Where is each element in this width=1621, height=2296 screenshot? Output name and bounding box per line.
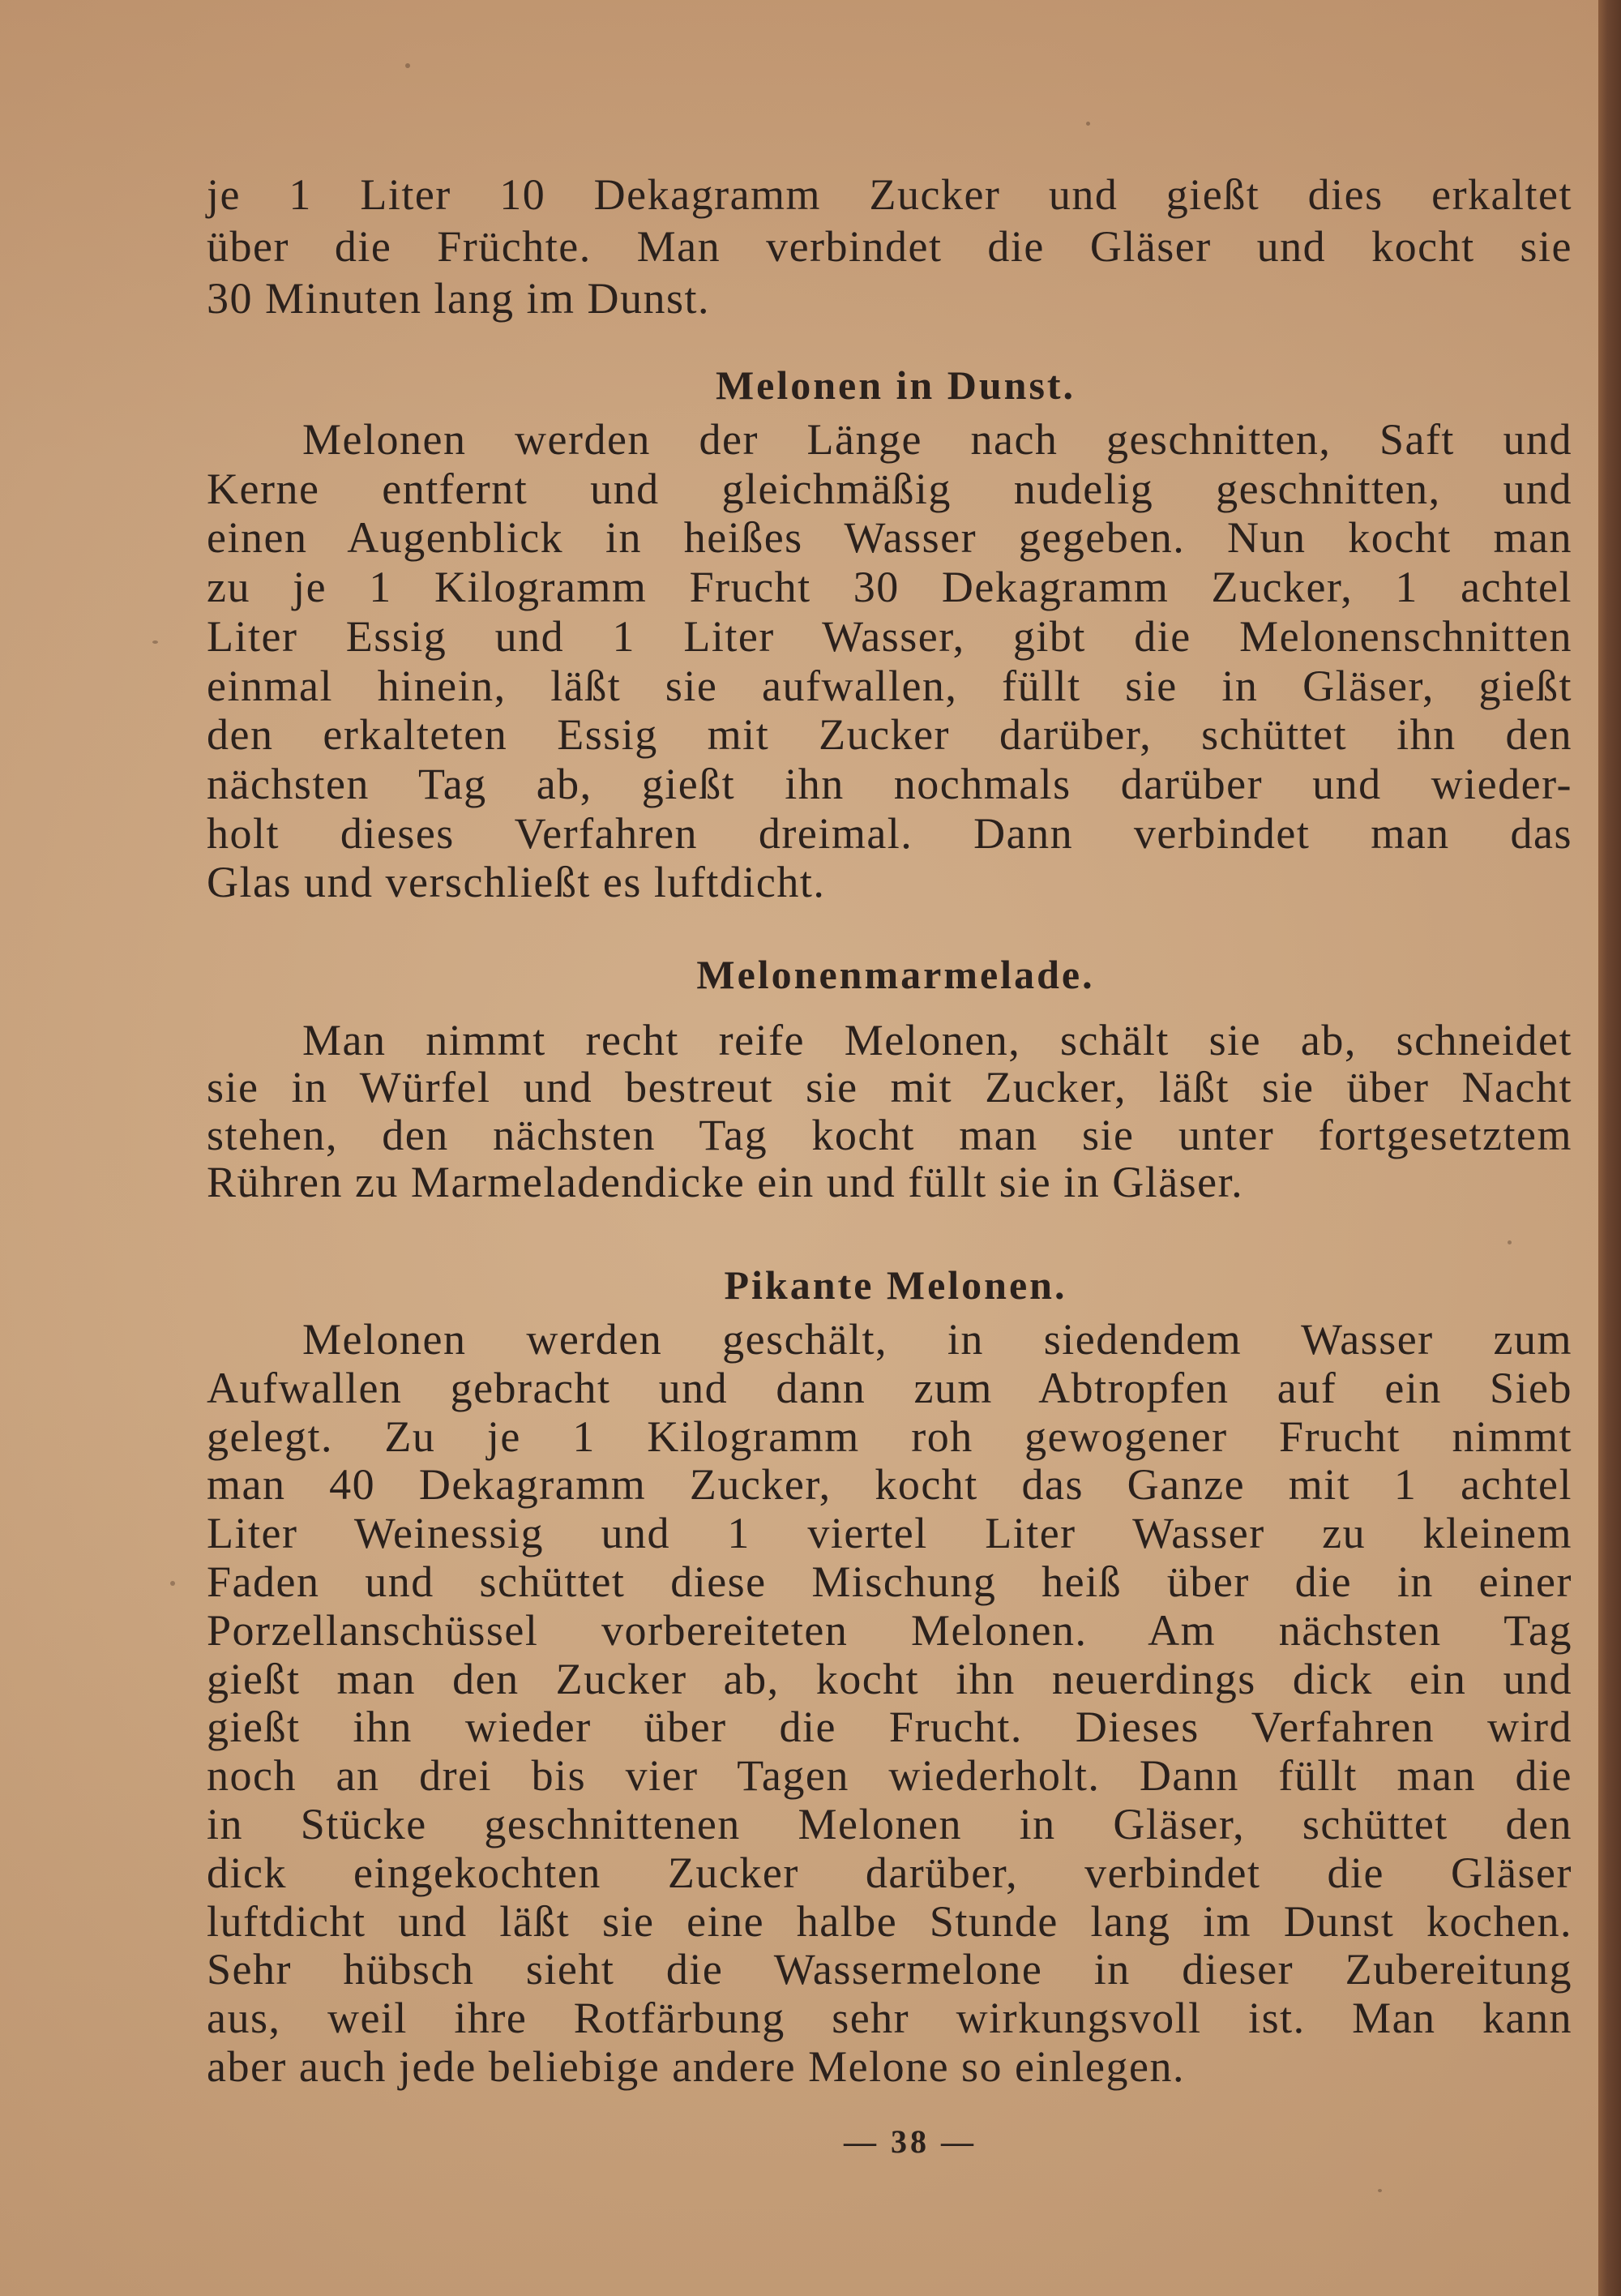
section-paragraph [207, 1017, 1572, 1206]
text-line: aber auch jede beliebige andere Melone so einlegen. [207, 2041, 1185, 2091]
paper-speck [152, 640, 158, 644]
text-line: noch an drei bis vier Tagen wiederholt. Dann füllt man die [207, 1751, 1572, 1801]
section-heading: Melonenmarmelade. [696, 952, 1095, 997]
paper-speck [1378, 2189, 1382, 2192]
text-line: gießt man den Zucker ab, kocht ihn neuerdings dick ein und [207, 1654, 1572, 1703]
text-line: holt dieses Verfahren dreimal. Dann verbindet man das [207, 808, 1572, 858]
text-line: Rühren zu Marmeladendicke ein und füllt sie in Gläser. [207, 1157, 1244, 1206]
text-line: Kerne entfernt und gleichmäßig nudelig geschnitten, und [207, 464, 1572, 513]
section-paragraph [207, 1316, 1572, 2092]
text-line: über die Früchte. Man verbindet die Gläser und kocht sie [207, 222, 1572, 271]
paper-speck [405, 63, 410, 68]
text-line: Sehr hübsch sieht die Wassermelone in dieser Zubereitung [207, 1945, 1572, 1994]
text-line: Liter Weinessig und 1 viertel Liter Wasser zu kleinem [207, 1509, 1572, 1558]
section-heading: Melonen in Dunst. [715, 362, 1076, 408]
text-line: nächsten Tag ab, gießt ihn nochmals darüber und wieder- [207, 759, 1572, 808]
text-line: man 40 Dekagramm Zucker, kocht das Ganze mit 1 achtel [207, 1460, 1572, 1510]
text-line: Glas und verschließt es luftdicht. [207, 858, 826, 907]
page-number: — 38 — [844, 2123, 977, 2160]
text-line: Melonen werden geschält, in siedendem Wasser zum [302, 1315, 1572, 1364]
text-line: dick eingekochten Zucker darüber, verbindet die Gläser [207, 1848, 1572, 1897]
section-heading: Pikante Melonen. [724, 1262, 1067, 1308]
text-line: Man nimmt recht reife Melonen, schält sie ab, schneidet [302, 1016, 1572, 1064]
text-line: einmal hinein, läßt sie aufwallen, füllt sie in Gläser, gießt [207, 661, 1572, 710]
intro-paragraph [207, 169, 1572, 324]
text-line: den erkalteten Essig mit Zucker darüber, schüttet ihn den [207, 710, 1572, 760]
page-edge-shadow [1598, 0, 1621, 2296]
text-line: stehen, den nächsten Tag kocht man sie unter fortgesetztem [207, 1110, 1572, 1159]
text-line: einen Augenblick in heißes Wasser gegeben. Nun kocht man [207, 513, 1572, 563]
paper-speck [1086, 122, 1090, 126]
text-line: luftdicht und läßt sie eine halbe Stunde lang im Dunst kochen. [207, 1896, 1572, 1946]
text-line: Liter Essig und 1 Liter Wasser, gibt die Melonenschnitten [207, 611, 1572, 661]
paper-speck [170, 1581, 175, 1586]
text-line: gelegt. Zu je 1 Kilogramm roh gewogener Frucht nimmt [207, 1411, 1572, 1461]
text-line: aus, weil ihre Rotfärbung sehr wirkungsvoll ist. Man kann [207, 1994, 1572, 2043]
text-line: gießt ihn wieder über die Frucht. Dieses Verfahren wird [207, 1703, 1572, 1752]
text-line: Melonen werden der Länge nach geschnitten, Saft und [302, 415, 1572, 464]
paper-speck [1508, 1240, 1512, 1244]
text-line: je 1 Liter 10 Dekagramm Zucker und gießt dies erkaltet [207, 170, 1572, 219]
text-line: Porzellanschüssel vorbereiteten Melonen. Am nächsten Tag [207, 1605, 1572, 1655]
section-paragraph [207, 415, 1572, 907]
text-line: sie in Würfel und bestreut sie mit Zucker, läßt sie über Nacht [207, 1063, 1572, 1112]
text-line: zu je 1 Kilogramm Frucht 30 Dekagramm Zucker, 1 achtel [207, 563, 1572, 612]
text-line: Faden und schüttet diese Mischung heiß über die in einer [207, 1557, 1572, 1606]
text-line: 30 Minuten lang im Dunst. [207, 274, 710, 323]
text-line: Aufwallen gebracht und dann zum Abtropfen auf ein Sieb [207, 1363, 1572, 1412]
text-line: in Stücke geschnittenen Melonen in Gläser, schüttet den [207, 1799, 1572, 1848]
